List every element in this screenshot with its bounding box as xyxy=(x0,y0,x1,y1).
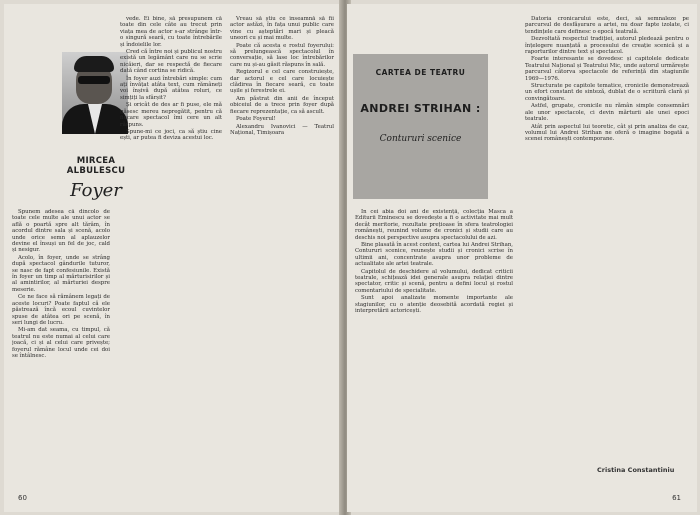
paragraph: Structurate pe capitole tematice, cronicile demonstrează un efort constant de sinteză, dublat de o scriitură clară și convingătoare. xyxy=(525,83,689,102)
paragraph: Spune-mi ce joci, ca să știu cine ești, ar putea fi deviza acestui loc. xyxy=(120,128,222,142)
paragraph: Datoria cronicarului este, deci, să semnaleze pe parcursul de desfășurare a artei, nu doar fapte izolate, ci tendințele care definesc o epocă teatrală. xyxy=(525,16,689,35)
article-title: Foyer xyxy=(70,180,122,201)
paragraph: Poate că acesta e rostul foyerului: să prelungească spectacolul în conversație, să lase loc întrebărilor care nu și-au găsit răspuns în sală. xyxy=(230,42,334,68)
paragraph: Și oricât de des ar fi puse, ele mă găsesc mereu nepregătit, pentru că fiecare spectacol îmi cere un alt răspuns. xyxy=(120,102,222,128)
right-page xyxy=(347,4,697,512)
paragraph: Sunt apoi analizate momente importante ale stagiunilor, cu o atenție deosebită acordată regiei și interpretării actoricești. xyxy=(355,295,513,315)
paragraph: Alexandru Ivanovici — Teatrul Național, Timișoara xyxy=(230,123,334,136)
paragraph: Dezvoltată respectul tradiției, autorul pledează pentru o înțelegere nuanțată a procesului de creație scenică și a raporturilor dintre text și spectacol. xyxy=(525,36,689,56)
section-title: CARTEA DE TEATRU xyxy=(375,68,466,77)
paragraph: Bine plasată în acest context, cartea lui Andrei Strihan, Contururi scenice, reunește studii și cronici scrise în ultimii ani, concentrate asupra unor probleme de actualitate ale artei teatrale. xyxy=(355,242,513,268)
book-author: ANDREI STRIHAN : xyxy=(360,102,481,115)
paragraph: În foyer auzi întrebări simple: cum ați învățat atâta text, cum rămâneți voi înșivă după atâtea roluri, ce simțiți la sfârșit? xyxy=(120,75,222,101)
page-number-right: 61 xyxy=(672,494,681,502)
paragraph: Cred că între noi și publicul nostru există un legământ care nu se scrie nicăieri, dar se respectă de fiecare dată când cortina se ridică. xyxy=(120,49,222,75)
paragraph: În cei abia doi ani de existență, colecția Masca a Editurii Eminescu se dovedește a fi o activitate mai mult decât meritorie, rezultate prețioase în sfera teatrologiei românești, reunind volume de cronici și studii care au deschis noi perspective asupra spectacolului de azi. xyxy=(355,209,513,241)
author-portrait xyxy=(62,52,128,134)
book-title: Contururi scenice xyxy=(379,134,462,144)
paragraph: Atât prin aspectul lui teoretic, cât și prin analiza de caz, volumul lui Andrei Strihan ne oferă o imagine bogată a scenei românești contemporane. xyxy=(525,123,689,143)
left-column-2 xyxy=(120,16,222,486)
paragraph: Ce ne face să rămânem legați de aceste locuri? Poate faptul că ele păstrează încă ecoul cuvintelor spuse de atâtea ori pe scenă, în seri lungi de lucru. xyxy=(12,294,110,326)
right-column-1 xyxy=(355,209,513,489)
paragraph: Capitolul de deschidere al volumului, dedicat criticii teatrale, schițează idei generale asupra relației dintre spectator, critic și scenă, pentru a defini locul și rostul comentariului de specialitate. xyxy=(355,268,513,294)
left-column-3 xyxy=(230,16,334,486)
paragraph: Am păstrat din anii de început obiceiul de a trece prin foyer după fiecare reprezentație, ca să ascult. xyxy=(230,95,334,115)
paragraph: Mi-am dat seama, cu timpul, că teatrul nu este numai al celui care joacă, ci și al celui care privește; foyerul rămâne locul unde cei doi se întâlnesc. xyxy=(12,327,110,359)
author-name: MIRCEA ALBULESCU xyxy=(66,156,126,176)
right-column-2 xyxy=(525,16,689,461)
paragraph: Regizorul e cel care construiește, dar actorul e cel care locuiește clădirea în fiecare seară, cu toate ușile și ferestrele ei. xyxy=(230,69,334,95)
paragraph: Vreau să știu ce înseamnă să fii actor astăzi, în fața unui public care vine cu așteptări mari și pleacă uneori cu și mai multe. xyxy=(230,16,334,42)
left-page xyxy=(4,4,343,512)
page-number-left: 60 xyxy=(18,494,27,502)
paragraph: Poate Foyerul! xyxy=(236,116,276,123)
left-column-1 xyxy=(12,209,110,484)
paragraph: Foarte interesante se dovedesc și capitolele dedicate Teatrului Național și Teatrului Mic, unde autorul urmărește parcursul câtorva spectacole de referință din stagiunile 1969—1976. xyxy=(525,56,689,82)
signature: Cristina Constantiniu xyxy=(597,466,675,474)
paragraph: Spunem adesea că dincolo de toate cele multe ale unui actor se află o poartă spre alt tărâm, în acordul dintre sala și scenă, acolo unde orice semn al aplauzelor devine el însuși un fel de joc, cald și nesigur. xyxy=(12,209,110,254)
paragraph: Astfel, grupate, cronicile nu rămân simple consemnări ale unor spectacole, ci devin mărturii ale unei epoci teatrale. xyxy=(525,103,689,123)
paragraph: Acolo, în foyer, unde se strâng după spectacol gândurile tuturor, se nasc de fapt confesiunile. Există în foyer un timp al mărturisirilor și al amintirilor, al mărturiei despre meserie. xyxy=(12,254,110,293)
paragraph: vede. Ei bine, să presupunem că toate din cele câte au trecut prin viața mea de actor s-ar strânge într-o singură seară, cu toate întrebările și îndoielile lor. xyxy=(120,16,222,48)
section-header-box xyxy=(353,54,488,199)
